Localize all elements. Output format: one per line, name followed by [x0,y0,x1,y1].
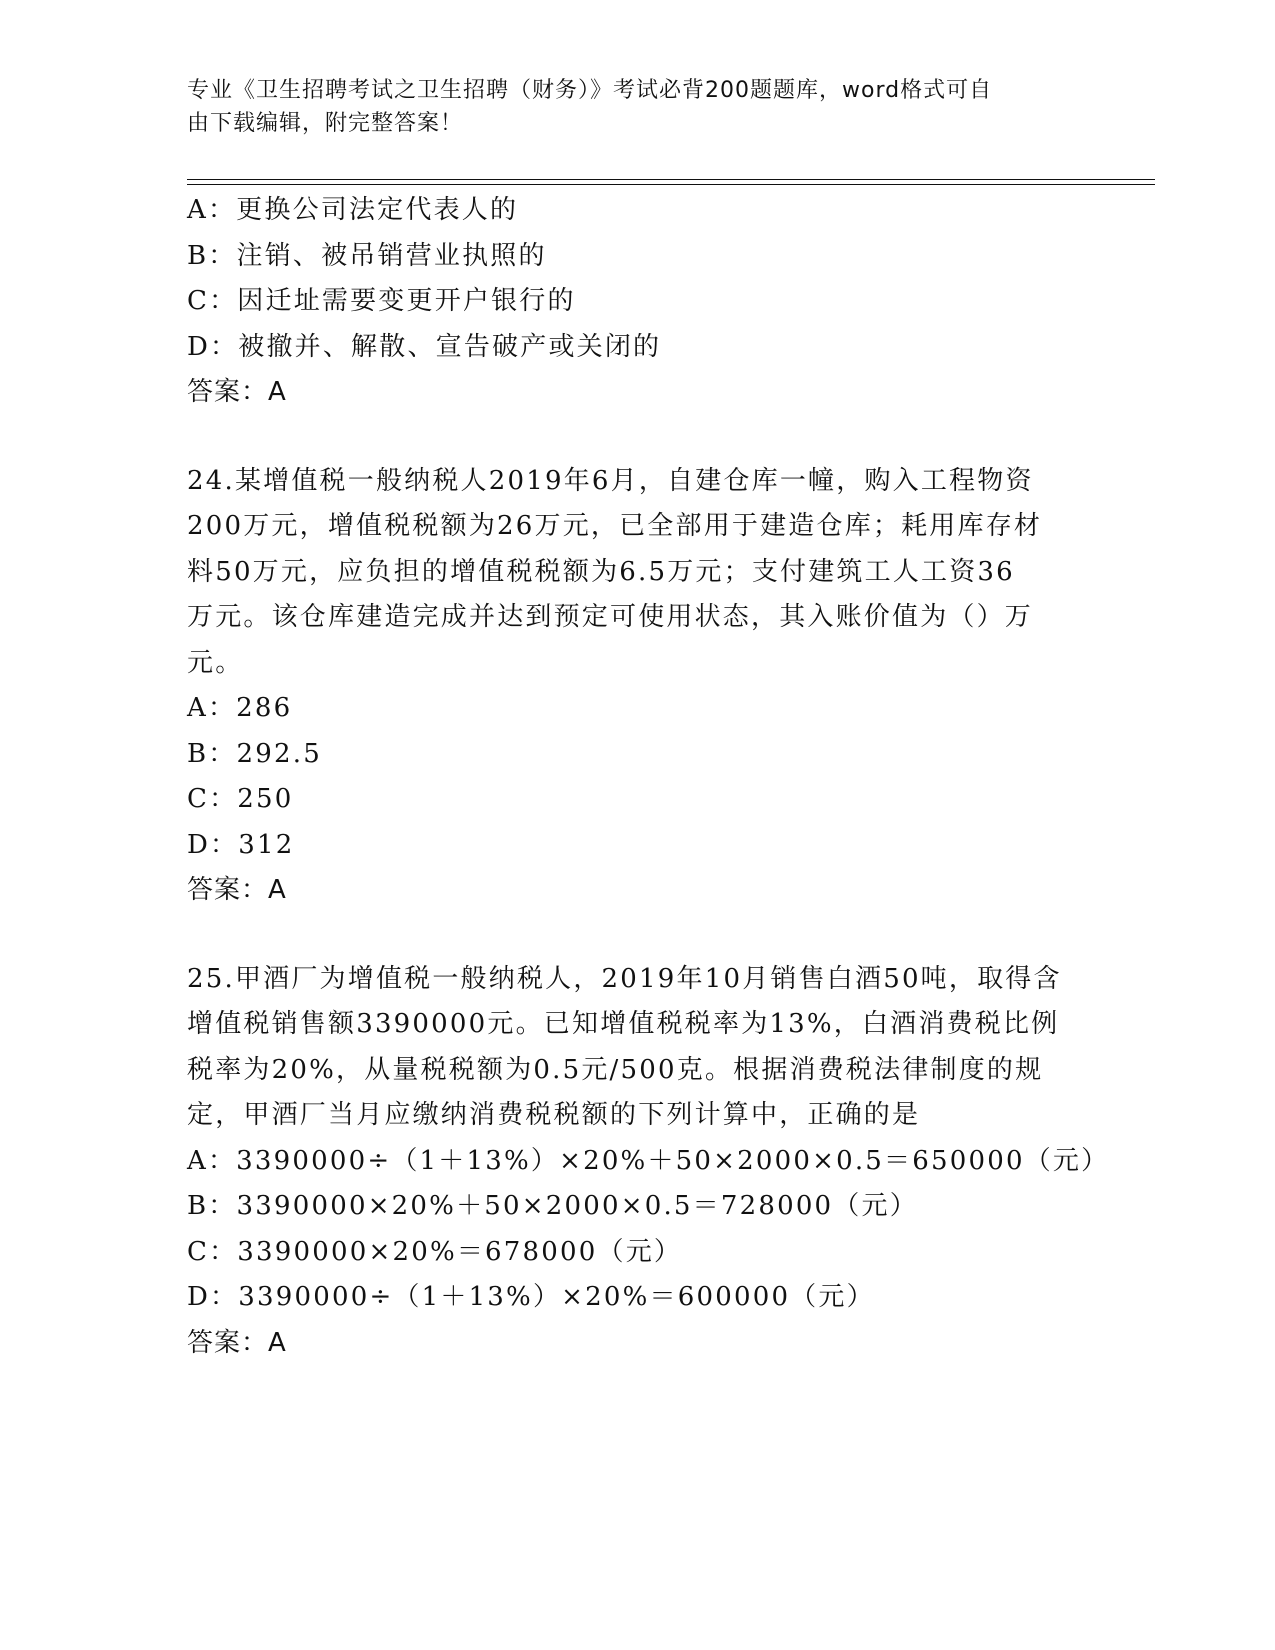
question-line: 增值税销售额3390000元。已知增值税税率为13%，白酒消费税比例 [187,1009,1060,1039]
option-c: C：3390000×20%＝678000（元） [187,1236,683,1267]
header-line-2: 由下载编辑，附完整答案！ [187,111,464,136]
header-rule-bottom [187,184,1155,185]
option-d: D：312 [187,829,295,860]
answer: 答案：A [187,1327,287,1358]
document-body [187,188,1110,1366]
question-line: 24.某增值税一般纳税人2019年6月，自建仓库一幢，购入工程物资 [187,465,1034,496]
option-c: C：250 [187,784,294,814]
question-line: 元。 [187,647,244,678]
option-b: B：292.5 [187,738,322,769]
option-d: D：被撤并、解散、宣告破产或关闭的 [187,331,662,362]
header-line-1: 专业《卫生招聘考试之卫生招聘（财务）》考试必背200题题库，word格式可自 [187,78,993,103]
question-line: 料50万元，应负担的增值税税额为6.5万元；支付建筑工人工资36 [187,556,1015,587]
question-line: 定，甲酒厂当月应缴纳消费税税额的下列计算中，正确的是 [187,1100,921,1130]
option-c: C：因迁址需要变更开户银行的 [187,286,576,316]
question-text [187,459,1087,687]
document-header [187,74,1067,140]
question-line: 税率为20%，从量税税额为0.5元/500克。根据消费税法律制度的规 [187,1054,1044,1085]
header-rule-top [187,179,1155,180]
answer: 答案：A [187,377,287,407]
question-25 [187,957,1110,1367]
question-line: 200万元，增值税税额为26万元，已全部用于建造仓库；耗用库存材 [187,511,1043,541]
option-b: B：3390000×20%＋50×2000×0.5＝728000（元） [187,1191,918,1221]
option-a: A：更换公司法定代表人的 [187,195,519,225]
option-a: A：3390000÷（1＋13%）×20%＋50×2000×0.5＝650000（元） [187,1145,1110,1176]
question-23 [187,188,1087,416]
question-line: 万元。该仓库建造完成并达到预定可使用状态，其入账价值为（）万 [187,602,1034,632]
answer: 答案：A [187,875,287,905]
question-24 [187,459,1087,914]
question-line: 25.甲酒厂为增值税一般纳税人，2019年10月销售白酒50吨，取得含 [187,963,1062,994]
option-a: A：286 [187,693,293,723]
question-text [187,957,1087,1139]
option-b: B：注销、被吊销营业执照的 [187,240,547,271]
option-d: D：3390000÷（1＋13%）×20%＝600000（元） [187,1282,875,1312]
